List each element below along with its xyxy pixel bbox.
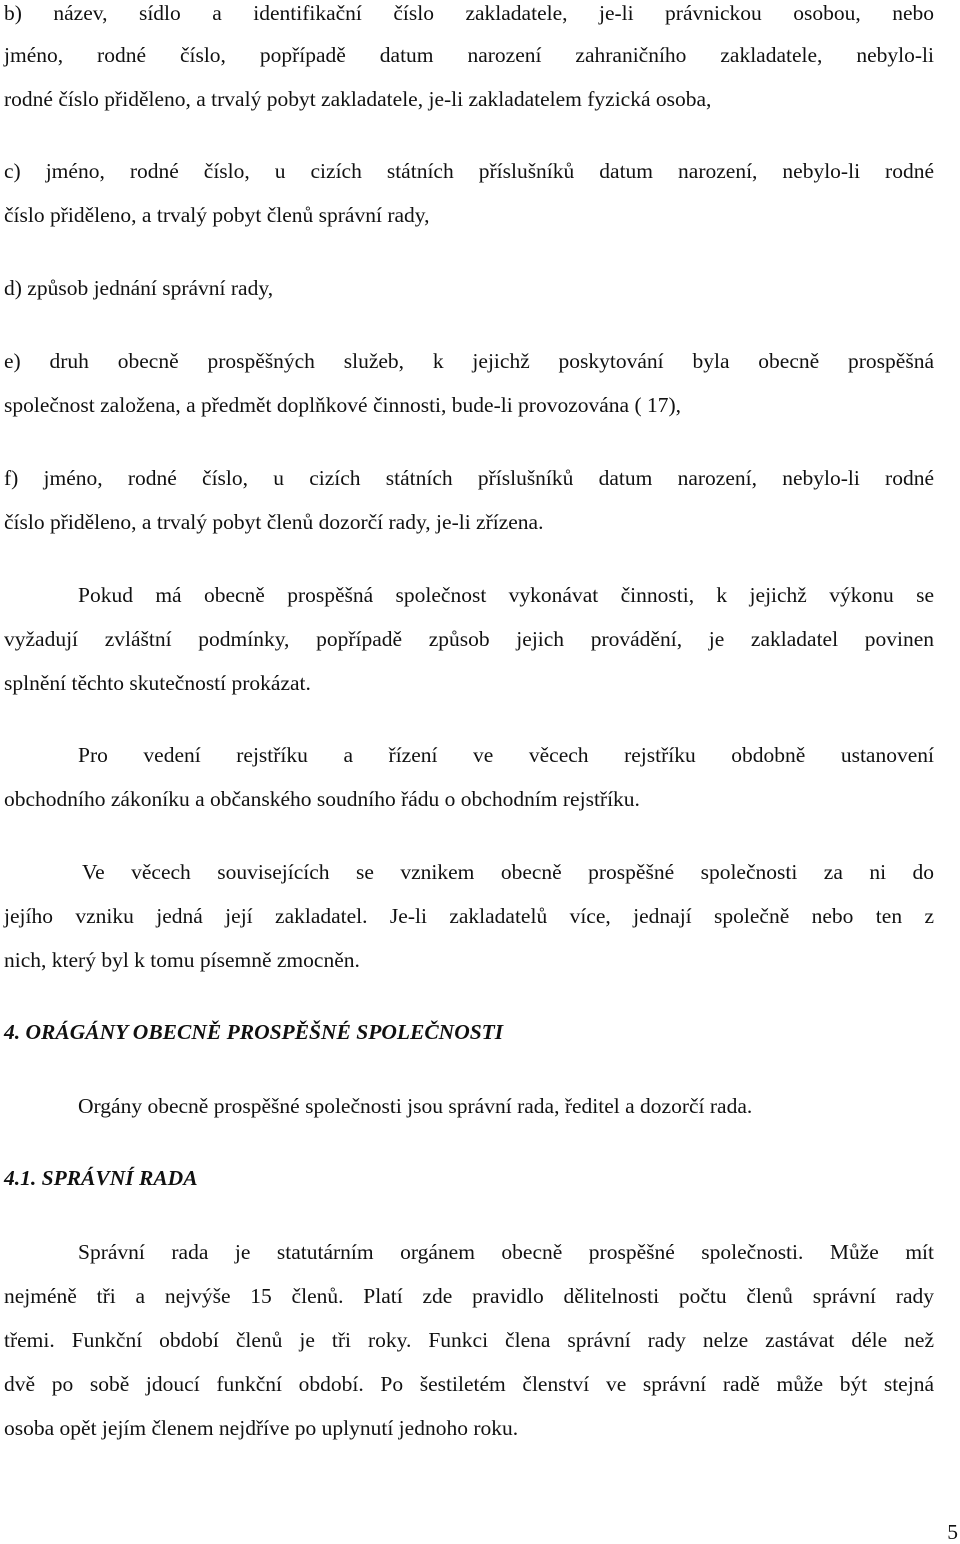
paragraph-first-line: Ve věcech souvisejících se vznikem obecně prospěšné společnosti za ni do (82, 860, 934, 884)
text-line: dvě po sobě jdoucí funkční období. Po šestiletém členství ve správní radě může být stejná (4, 1372, 934, 1396)
text-line: obchodního zákoníku a občanského soudního řádu o obchodním rejstříku. (4, 787, 640, 811)
text-line: číslo přiděleno, a trvalý pobyt členů dozorčí rady, je-li zřízena. (4, 510, 544, 534)
text-line: b) název, sídlo a identifikační číslo zakladatele, je-li právnickou osobou, nebo (4, 1, 934, 25)
text-line: nich, který byl k tomu písemně zmocněn. (4, 948, 360, 972)
section-heading: 4. ORÁGÁNY OBECNĚ PROSPĚŠNÉ SPOLEČNOSTI (4, 1020, 504, 1044)
subsection-heading: 4.1. SPRÁVNÍ RADA (4, 1166, 198, 1190)
text-line: f) jméno, rodné číslo, u cizích státních příslušníků datum narození, nebylo-li rodné (4, 466, 934, 490)
text-line: třemi. Funkční období členů je tři roky. Funkci člena správní rady nelze zastávat déle než (4, 1328, 934, 1352)
text-line: číslo přiděleno, a trvalý pobyt členů správní rady, (4, 203, 430, 227)
text-line: jejího vzniku jedná její zakladatel. Je-li zakladatelů více, jednají společně nebo ten z (4, 904, 934, 928)
text-line: jméno, rodné číslo, popřípadě datum narození zahraničního zakladatele, nebylo-li (4, 43, 934, 67)
paragraph-first-line: Pokud má obecně prospěšná společnost vykonávat činnosti, k jejichž výkonu se (78, 583, 934, 607)
text-line: společnost založena, a předmět doplňkové činnosti, bude-li provozována ( 17), (4, 393, 682, 417)
text-line: rodné číslo přiděleno, a trvalý pobyt zakladatele, je-li zakladatelem fyzická osoba, (4, 87, 712, 111)
text-line: splnění těchto skutečností prokázat. (4, 671, 311, 695)
text-line: e) druh obecně prospěšných služeb, k jejichž poskytování byla obecně prospěšná (4, 349, 934, 373)
text-line: nejméně tři a nejvýše 15 členů. Platí zde pravidlo dělitelnosti počtu členů správní rady (4, 1284, 934, 1308)
paragraph-first-line: Pro vedení rejstříku a řízení ve věcech rejstříku obdobně ustanovení (78, 743, 934, 767)
text-line: c) jméno, rodné číslo, u cizích státních příslušníků datum narození, nebylo-li rodné (4, 159, 934, 183)
page-number: 5 (947, 1520, 958, 1544)
text-line: osoba opět jejím členem nejdříve po uplynutí jednoho roku. (4, 1416, 519, 1440)
text-line: d) způsob jednání správní rady, (4, 276, 274, 300)
paragraph-first-line: Správní rada je statutárním orgánem obecně prospěšné společnosti. Může mít (78, 1240, 934, 1264)
paragraph-first-line: Orgány obecně prospěšné společnosti jsou správní rada, ředitel a dozorčí rada. (78, 1094, 753, 1118)
text-line: vyžadují zvláštní podmínky, popřípadě způsob jejich provádění, je zakladatel povinen (4, 627, 934, 651)
